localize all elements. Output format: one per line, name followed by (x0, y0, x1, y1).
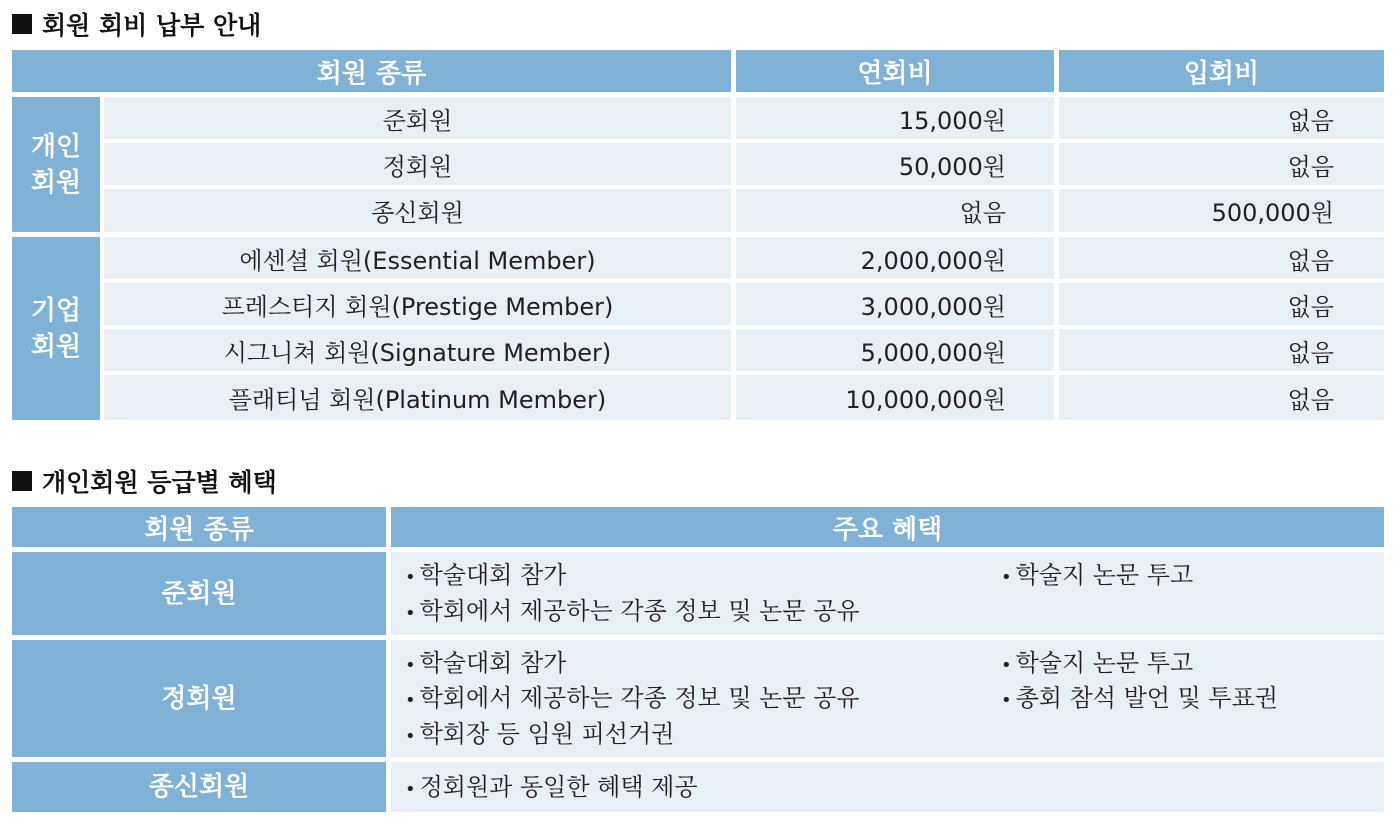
fee-section-title (12, 6, 261, 42)
fee-header-type: 회원 종류 (12, 50, 731, 92)
fee-cell-type: 종신회원 (104, 189, 731, 232)
group-label-corporate (12, 237, 100, 420)
benefit-item (1001, 646, 1193, 680)
benefit-item-text: 학술대회 참가 (419, 561, 567, 589)
bullet-dot-icon: • (1001, 567, 1012, 588)
benefit-type-label: 정회원 (161, 683, 237, 714)
group-label-line: 회원 (30, 167, 82, 198)
benefit-type-label: 종신회원 (148, 772, 250, 802)
benefit-item-text: 학회에서 제공하는 각종 정보 및 논문 공유 (419, 597, 860, 625)
bullet-dot-icon: • (405, 603, 416, 624)
fee-cell-entry: 없음 (1059, 97, 1384, 139)
fee-cell-annual: 15,000원 (736, 97, 1054, 139)
bullet-dot-icon: • (405, 779, 416, 800)
benefit-item (1001, 681, 1278, 715)
fee-section-title-text: 회원 회비 납부 안내 (42, 11, 262, 40)
benefit-cell-regular (391, 640, 1384, 757)
benefit-section-title (12, 463, 277, 499)
bullet-dot-icon: • (405, 726, 416, 747)
fee-cell-entry: 없음 (1059, 329, 1384, 371)
benefit-item-text: 학회에서 제공하는 각종 정보 및 논문 공유 (419, 684, 860, 712)
benefit-section-title-text: 개인회원 등급별 혜택 (42, 468, 277, 497)
fee-cell-type: 에센셜 회원(Essential Member) (104, 237, 731, 279)
bullet-dot-icon: • (405, 690, 416, 711)
fee-header-entry: 입회비 (1059, 50, 1384, 92)
fee-cell-type: 준회원 (104, 97, 731, 139)
benefit-item (405, 558, 566, 592)
fee-cell-entry: 없음 (1059, 143, 1384, 185)
fee-cell-annual: 3,000,000원 (736, 283, 1054, 325)
square-bullet-icon (12, 471, 32, 491)
benefit-item-text: 학술대회 참가 (419, 649, 567, 677)
benefit-header-main: 주요 혜택 (391, 507, 1384, 547)
fee-cell-type: 정회원 (104, 143, 731, 185)
fee-cell-entry: 500,000원 (1059, 189, 1384, 232)
group-label-line: 개인 (30, 131, 82, 162)
fee-cell-type: 시그니쳐 회원(Signature Member) (104, 329, 731, 371)
fee-cell-entry: 없음 (1059, 283, 1384, 325)
group-label-line: 기업 (30, 295, 82, 326)
benefit-item-text: 학술지 논문 투고 (1015, 649, 1194, 677)
benefit-cell-associate (391, 552, 1384, 635)
fee-cell-entry: 없음 (1059, 375, 1384, 420)
fee-cell-type: 프레스티지 회원(Prestige Member) (104, 283, 731, 325)
fee-cell-annual: 없음 (736, 189, 1054, 232)
bullet-dot-icon: • (405, 655, 416, 676)
benefit-item (405, 717, 674, 751)
benefit-item-text: 총회 참석 발언 및 투표권 (1015, 684, 1278, 712)
bullet-dot-icon: • (1001, 655, 1012, 676)
benefit-type-regular (12, 640, 386, 757)
benefit-item (405, 646, 566, 680)
fee-cell-annual: 2,000,000원 (736, 237, 1054, 279)
benefit-item (405, 594, 860, 628)
benefit-item-text: 학회장 등 임원 피선거권 (419, 720, 675, 748)
fee-cell-annual: 5,000,000원 (736, 329, 1054, 371)
benefit-cell-lifetime (391, 762, 1384, 812)
benefit-type-associate (12, 552, 386, 635)
fee-header-annual: 연회비 (736, 50, 1054, 92)
square-bullet-icon (12, 14, 32, 34)
fee-cell-type: 플래티넘 회원(Platinum Member) (104, 375, 731, 420)
benefit-type-lifetime (12, 762, 386, 812)
fee-cell-annual: 50,000원 (736, 143, 1054, 185)
benefit-item-text: 정회원과 동일한 혜택 제공 (419, 773, 698, 801)
benefit-item-text: 학술지 논문 투고 (1015, 561, 1194, 589)
fee-cell-entry: 없음 (1059, 237, 1384, 279)
benefit-item (405, 681, 860, 715)
bullet-dot-icon: • (405, 567, 416, 588)
fee-cell-annual: 10,000,000원 (736, 375, 1054, 420)
group-label-personal (12, 97, 100, 232)
benefit-item (1001, 558, 1193, 592)
benefit-item (405, 770, 698, 804)
benefit-header-type: 회원 종류 (12, 507, 386, 547)
benefit-type-label: 준회원 (161, 578, 237, 609)
group-label-line: 회원 (30, 331, 82, 362)
bullet-dot-icon: • (1001, 690, 1012, 711)
